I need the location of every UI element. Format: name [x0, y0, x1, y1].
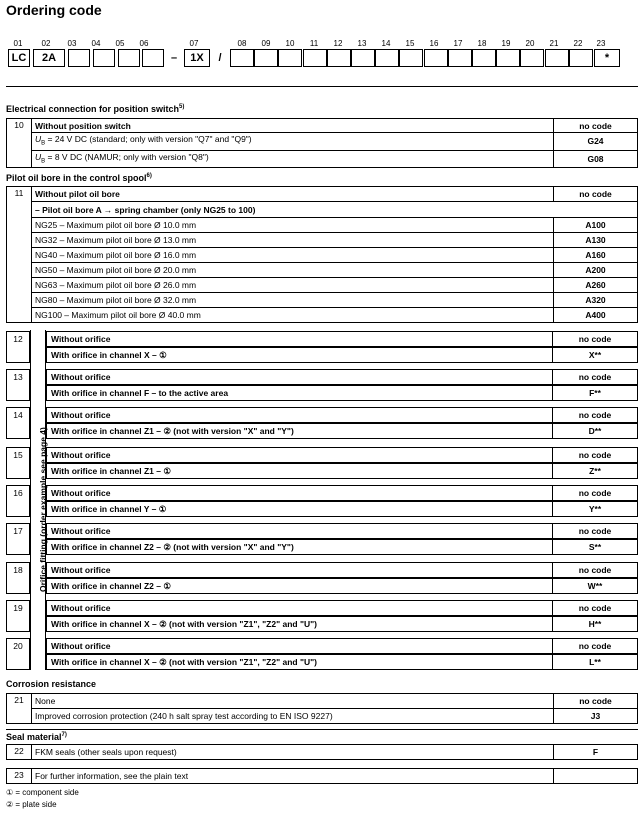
orifice-option-row	[46, 616, 638, 632]
pilot-row-text: Without pilot oil bore	[32, 187, 554, 202]
orifice-group-num: 14	[6, 407, 30, 439]
divider	[6, 86, 638, 87]
seal-row-text: FKM seals (other seals upon request)	[32, 745, 554, 760]
position-number: 15	[405, 39, 415, 48]
electrical-num: 10	[7, 119, 32, 168]
orifice-option-text: With orifice in channel Z2 – ①	[51, 581, 171, 591]
footnote-component-side: ① = component side	[6, 788, 79, 797]
orifice-option-text: Without orifice	[51, 372, 111, 382]
code-cell-empty	[520, 49, 544, 67]
pilot-row-text: NG32 – Maximum pilot oil bore Ø 13.0 mm	[32, 233, 554, 248]
code-cell-empty	[399, 49, 423, 67]
orifice-option-row	[46, 578, 638, 594]
position-number: 16	[429, 39, 439, 48]
orifice-group-num: 12	[6, 331, 30, 363]
pilot-row-code: no code	[554, 187, 638, 202]
electrical-heading	[6, 104, 184, 114]
corrosion-row-code: no code	[554, 694, 638, 709]
orifice-option-text: With orifice in channel X – ② (not with version "Z1", "Z2" and "U")	[51, 657, 317, 667]
code-cell-empty	[254, 49, 278, 67]
orifice-option-text: Without orifice	[51, 334, 111, 344]
orifice-option-code: no code	[552, 563, 637, 577]
position-number: 20	[525, 39, 535, 48]
code-cell-03	[68, 49, 90, 67]
electrical-row-desc: = 8 V DC (NAMUR; only with version "Q8")	[45, 151, 209, 162]
pilot-subheading: – Pilot oil bore A → spring chamber (only NG25 to 100)	[32, 202, 638, 218]
position-number: 08	[237, 39, 247, 48]
position-number: 13	[357, 39, 367, 48]
orifice-option-row	[46, 501, 638, 517]
orifice-option-row	[46, 523, 638, 539]
orifice-option-code: W**	[552, 579, 637, 593]
code-cell-empty	[327, 49, 351, 67]
seal-table	[6, 744, 638, 760]
seal-row-code: F	[554, 745, 638, 760]
code-dash: –	[170, 52, 178, 64]
code-cell-empty	[424, 49, 448, 67]
orifice-option-code: S**	[552, 540, 637, 554]
electrical-row-code: G24	[554, 133, 638, 151]
code-cell-empty	[472, 49, 496, 67]
orifice-option-row	[46, 654, 638, 670]
orifice-option-code: no code	[552, 601, 637, 615]
position-number: 22	[573, 39, 583, 48]
orifice-option-row	[46, 369, 638, 385]
orifice-option-text: With orifice in channel F – to the active area	[51, 388, 229, 398]
orifice-option-code: no code	[552, 524, 637, 538]
further-row-text: For further information, see the plain text	[32, 769, 554, 784]
pilot-row-code: A260	[554, 278, 638, 293]
pilot-row-text: NG50 – Maximum pilot oil bore Ø 20.0 mm	[32, 263, 554, 278]
orifice-option-text: Without orifice	[51, 603, 111, 613]
orifice-option-code: Y**	[552, 502, 637, 516]
electrical-row-text	[32, 150, 554, 168]
position-number: 09	[261, 39, 271, 48]
further-row-code	[554, 769, 638, 784]
orifice-option-code: L**	[552, 655, 637, 669]
orifice-option-row	[46, 331, 638, 347]
position-number: 23	[596, 39, 606, 48]
electrical-row-text: Without position switch	[32, 119, 554, 133]
pilot-row-text: NG40 – Maximum pilot oil bore Ø 16.0 mm	[32, 248, 554, 263]
orifice-option-row	[46, 600, 638, 616]
position-number: 14	[381, 39, 391, 48]
pilot-row-code: A130	[554, 233, 638, 248]
pilot-row-code: A160	[554, 248, 638, 263]
seal-heading	[6, 732, 67, 742]
position-number: 17	[453, 39, 463, 48]
orifice-option-row	[46, 463, 638, 479]
position-number: 02	[41, 39, 51, 48]
orifice-option-text: Without orifice	[51, 488, 111, 498]
orifice-option-code: no code	[552, 370, 637, 384]
orifice-option-code: no code	[552, 408, 637, 422]
code-cell-empty	[496, 49, 520, 67]
orifice-group-num: 18	[6, 562, 30, 594]
code-cell-07: 1X	[184, 49, 210, 67]
code-cell-empty	[351, 49, 375, 67]
position-number: 11	[309, 39, 319, 48]
ordering-code-strip	[8, 49, 628, 67]
position-number: 10	[285, 39, 295, 48]
seal-note: 7)	[61, 732, 67, 738]
electrical-row-text	[32, 133, 554, 151]
electrical-table	[6, 118, 638, 168]
orifice-option-text: With orifice in channel X – ①	[51, 350, 167, 360]
orifice-option-code: Z**	[552, 464, 637, 478]
corrosion-row-text: None	[32, 694, 554, 709]
voltage-symbol: U	[35, 151, 42, 162]
orifice-option-code: D**	[552, 424, 637, 438]
orifice-vertical-label: Orifice fitting (order example see page 4)	[38, 427, 48, 592]
corrosion-heading: Corrosion resistance	[6, 679, 97, 689]
orifice-option-text: With orifice in channel Z2 – ② (not with version "X" and "Y")	[51, 542, 294, 552]
position-number: 05	[115, 39, 125, 48]
position-number: 07	[189, 39, 199, 48]
position-number: 19	[501, 39, 511, 48]
orifice-group-num: 19	[6, 600, 30, 632]
pilot-row-code: A320	[554, 293, 638, 308]
orifice-option-text: Without orifice	[51, 641, 111, 651]
orifice-group-num: 20	[6, 638, 30, 670]
code-cell-empty	[448, 49, 472, 67]
orifice-option-text: With orifice in channel X – ② (not with version "Z1", "Z2" and "U")	[51, 619, 317, 629]
electrical-row-desc: = 24 V DC (standard; only with version "Q7" and "Q9")	[45, 134, 252, 144]
pilot-table	[6, 186, 638, 323]
orifice-option-text: With orifice in channel Y – ①	[51, 504, 167, 514]
position-number: 01	[13, 39, 23, 48]
orifice-option-code: F**	[552, 386, 637, 400]
electrical-row-code: no code	[554, 119, 638, 133]
code-cell-empty	[545, 49, 569, 67]
footnote-plate-side: ② = plate side	[6, 800, 57, 809]
position-number: 03	[67, 39, 77, 48]
pilot-row-text: NG25 – Maximum pilot oil bore Ø 10.0 mm	[32, 218, 554, 233]
orifice-option-row	[46, 485, 638, 501]
position-number: 21	[549, 39, 559, 48]
electrical-heading-text: Electrical connection for position switch	[6, 104, 180, 114]
voltage-subscript: B	[41, 140, 46, 147]
orifice-group-num: 15	[6, 447, 30, 479]
orifice-group-num: 13	[6, 369, 30, 401]
position-number: 12	[333, 39, 343, 48]
code-cell-23: *	[594, 49, 620, 67]
orifice-option-row	[46, 447, 638, 463]
code-cell-empty	[303, 49, 327, 67]
further-num: 23	[7, 769, 32, 784]
orifice-option-text: Without orifice	[51, 565, 111, 575]
position-number: 04	[91, 39, 101, 48]
corrosion-num: 21	[7, 694, 32, 724]
seal-num: 22	[7, 745, 32, 760]
orifice-option-row	[46, 385, 638, 401]
orifice-option-code: no code	[552, 448, 637, 462]
code-cell-empty	[230, 49, 254, 67]
orifice-option-row	[46, 407, 638, 423]
orifice-option-code: H**	[552, 617, 637, 631]
orifice-option-code: no code	[552, 332, 637, 346]
code-cell-empty	[278, 49, 302, 67]
corrosion-row-code: J3	[554, 709, 638, 724]
pilot-row-text: NG80 – Maximum pilot oil bore Ø 32.0 mm	[32, 293, 554, 308]
position-number: 06	[139, 39, 149, 48]
pilot-note: 6)	[146, 173, 152, 179]
seal-heading-text: Seal material	[6, 732, 62, 742]
orifice-option-text: Without orifice	[51, 410, 111, 420]
pilot-row-code: A200	[554, 263, 638, 278]
code-cell-06	[142, 49, 164, 67]
electrical-note: 5)	[179, 104, 185, 110]
orifice-group-num: 17	[6, 523, 30, 555]
voltage-subscript: B	[41, 158, 46, 165]
orifice-option-row	[46, 539, 638, 555]
orifice-option-text: With orifice in channel Z1 – ② (not with version "X" and "Y")	[51, 426, 294, 436]
pilot-heading	[6, 173, 152, 183]
code-cell-empty	[375, 49, 399, 67]
pilot-num: 11	[7, 187, 32, 323]
code-cell-02: 2A	[33, 49, 65, 67]
code-cell-empty	[569, 49, 593, 67]
orifice-option-code: X**	[552, 348, 637, 362]
code-cell-05	[118, 49, 140, 67]
orifice-group-num: 16	[6, 485, 30, 517]
code-slash: /	[218, 52, 222, 64]
code-cell-04	[93, 49, 115, 67]
position-number: 18	[477, 39, 487, 48]
pilot-row-text: NG100 – Maximum pilot oil bore Ø 40.0 mm	[32, 308, 554, 323]
orifice-option-row	[46, 423, 638, 439]
orifice-option-row	[46, 562, 638, 578]
pilot-row-text: NG63 – Maximum pilot oil bore Ø 26.0 mm	[32, 278, 554, 293]
orifice-option-code: no code	[552, 639, 637, 653]
corrosion-table	[6, 693, 638, 724]
pilot-row-code: A400	[554, 308, 638, 323]
electrical-row-code: G08	[554, 150, 638, 168]
corrosion-row-text: Improved corrosion protection (240 h salt spray test according to EN ISO 9227)	[32, 709, 554, 724]
further-table	[6, 768, 638, 784]
orifice-option-code: no code	[552, 486, 637, 500]
orifice-option-text: With orifice in channel Z1 – ①	[51, 466, 171, 476]
pilot-heading-text: Pilot oil bore in the control spool	[6, 173, 147, 183]
orifice-option-row	[46, 347, 638, 363]
orifice-option-text: Without orifice	[51, 450, 111, 460]
code-cell-01: LC	[8, 49, 30, 67]
pilot-row-code: A100	[554, 218, 638, 233]
orifice-option-row	[46, 638, 638, 654]
orifice-option-text: Without orifice	[51, 526, 111, 536]
divider	[6, 729, 638, 730]
voltage-symbol: U	[35, 134, 42, 144]
page-title: Ordering code	[6, 2, 102, 18]
